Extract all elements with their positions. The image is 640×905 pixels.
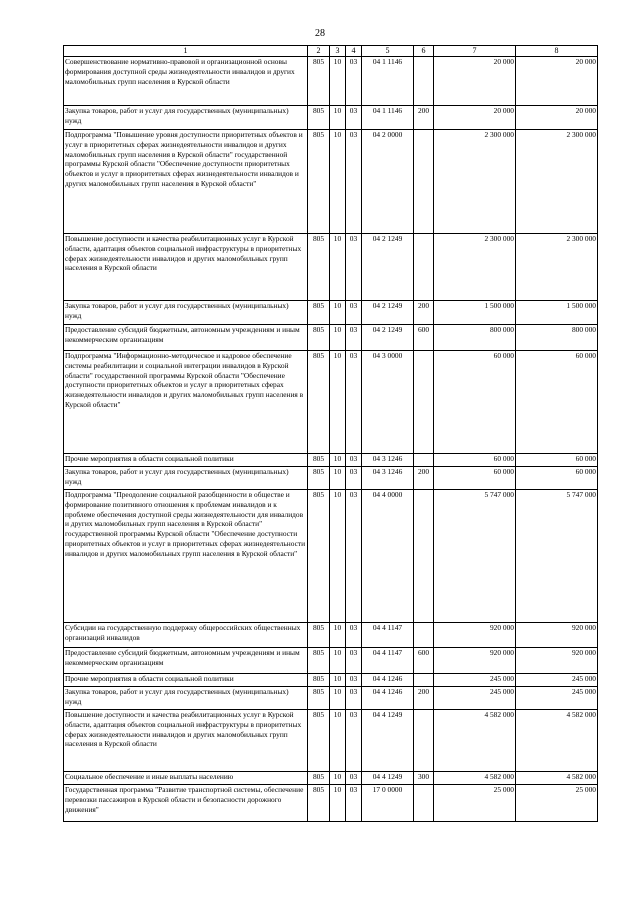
cell-amount-2: 2 300 000 (516, 234, 598, 301)
cell-amount-1: 920 000 (434, 648, 516, 674)
cell-target-article: 17 0 0000 (362, 785, 414, 822)
cell-expense-type (414, 351, 434, 454)
column-header: 2 (308, 46, 330, 57)
row-name: Подпрограмма "Информационно-методическое и кадровое обеспечение системы реабилитации и социальной интеграции инвалидов в Курской области" государственной программы Курской области "Обеспечение доступности приоритетных объектов и услуг в приоритетных сферах жизнедеятельности инвалидов и других маломобильных групп населения в Курской области" (64, 351, 308, 454)
cell-amount-1: 4 582 000 (434, 710, 516, 772)
cell-subsection: 03 (346, 234, 362, 301)
cell-amount-1: 20 000 (434, 106, 516, 130)
row-name: Подпрограмма "Преодоление социальной разобщенности в обществе и формирование позитивного отношения к проблемам инвалидов и к проблеме обеспечения доступной среды жизнедеятельности для инвалидов и других маломобильных групп населения в Курской области" государственной программы Курской области "Обеспечение доступности приоритетных объектов и услуг в приоритетных сферах жизнедеятельности инвалидов и других маломобильных групп населения в Курской области" (64, 490, 308, 623)
cell-amount-2: 4 582 000 (516, 772, 598, 785)
cell-target-article: 04 1 1146 (362, 106, 414, 130)
cell-admin-code: 805 (308, 490, 330, 623)
cell-section: 10 (330, 130, 346, 234)
cell-target-article: 04 2 1249 (362, 301, 414, 325)
cell-amount-2: 920 000 (516, 623, 598, 648)
cell-subsection: 03 (346, 674, 362, 687)
cell-section: 10 (330, 301, 346, 325)
cell-expense-type (414, 710, 434, 772)
column-header: 8 (516, 46, 598, 57)
cell-amount-2: 1 500 000 (516, 301, 598, 325)
cell-expense-type: 200 (414, 301, 434, 325)
table-row (64, 130, 598, 234)
cell-admin-code: 805 (308, 301, 330, 325)
row-name: Государственная программа "Развитие транспортной системы, обеспечение перевозки пассажиров в Курской области и безопасности дорожного движения" (64, 785, 308, 822)
row-name: Совершенствование нормативно-правовой и организационной основы формирования доступной среды жизнедеятельности инвалидов и других маломобильных групп населения в Курской области (64, 57, 308, 106)
cell-subsection: 03 (346, 454, 362, 467)
row-name: Закупка товаров, работ и услуг для государственных (муниципальных) нужд (64, 301, 308, 325)
cell-expense-type: 200 (414, 687, 434, 710)
cell-admin-code: 805 (308, 687, 330, 710)
cell-amount-2: 5 747 000 (516, 490, 598, 623)
row-name: Закупка товаров, работ и услуг для государственных (муниципальных) нужд (64, 687, 308, 710)
cell-subsection: 03 (346, 325, 362, 351)
cell-amount-1: 245 000 (434, 687, 516, 710)
cell-section: 10 (330, 467, 346, 490)
table-row (64, 710, 598, 772)
cell-target-article: 04 4 1249 (362, 710, 414, 772)
row-name: Социальное обеспечение и иные выплаты населению (64, 772, 308, 785)
cell-admin-code: 805 (308, 325, 330, 351)
cell-amount-1: 60 000 (434, 467, 516, 490)
cell-target-article: 04 3 1246 (362, 467, 414, 490)
cell-section: 10 (330, 234, 346, 301)
cell-amount-1: 60 000 (434, 351, 516, 454)
table-row (64, 57, 598, 106)
cell-amount-2: 4 582 000 (516, 710, 598, 772)
cell-section: 10 (330, 772, 346, 785)
table-row (64, 490, 598, 623)
cell-amount-2: 60 000 (516, 454, 598, 467)
cell-section: 10 (330, 106, 346, 130)
cell-section: 10 (330, 490, 346, 623)
row-name: Прочие мероприятия в области социальной политики (64, 454, 308, 467)
cell-admin-code: 805 (308, 57, 330, 106)
cell-target-article: 04 2 1249 (362, 234, 414, 301)
cell-subsection: 03 (346, 490, 362, 623)
cell-amount-1: 245 000 (434, 674, 516, 687)
cell-section: 10 (330, 648, 346, 674)
cell-amount-1: 2 300 000 (434, 234, 516, 301)
cell-expense-type (414, 674, 434, 687)
cell-expense-type (414, 785, 434, 822)
cell-section: 10 (330, 687, 346, 710)
cell-target-article: 04 4 1147 (362, 648, 414, 674)
cell-target-article: 04 2 1249 (362, 325, 414, 351)
cell-expense-type (414, 234, 434, 301)
cell-target-article: 04 3 1246 (362, 454, 414, 467)
cell-section: 10 (330, 674, 346, 687)
cell-expense-type (414, 57, 434, 106)
cell-subsection: 03 (346, 57, 362, 106)
table-row (64, 687, 598, 710)
cell-admin-code: 805 (308, 648, 330, 674)
cell-expense-type: 200 (414, 106, 434, 130)
cell-section: 10 (330, 351, 346, 454)
cell-amount-2: 20 000 (516, 106, 598, 130)
table-row (64, 674, 598, 687)
cell-subsection: 03 (346, 648, 362, 674)
cell-target-article: 04 4 1249 (362, 772, 414, 785)
cell-subsection: 03 (346, 301, 362, 325)
cell-section: 10 (330, 325, 346, 351)
row-name: Подпрограмма "Повышение уровня доступности приоритетных объектов и услуг в приоритетных сферах жизнедеятельности инвалидов и других маломобильных групп населения в Курской области" государственной программы Курской области "Обеспечение доступности приоритетных объектов и услуг в приоритетных сферах жизнедеятельности инвалидов и других маломобильных групп населения в Курской области" (64, 130, 308, 234)
cell-expense-type (414, 490, 434, 623)
row-name: Повышение доступности и качества реабилитационных услуг в Курской области, адаптация объектов социальной инфраструктуры в приоритетных сферах жизнедеятельности инвалидов и других маломобильных групп населения в Курской области (64, 710, 308, 772)
cell-expense-type: 200 (414, 467, 434, 490)
row-name: Субсидии на государственную поддержку общероссийских общественных организаций инвалидов (64, 623, 308, 648)
cell-admin-code: 805 (308, 772, 330, 785)
cell-amount-2: 245 000 (516, 687, 598, 710)
column-header: 1 (64, 46, 308, 57)
header-row (64, 46, 598, 57)
cell-expense-type (414, 454, 434, 467)
cell-amount-1: 4 582 000 (434, 772, 516, 785)
cell-admin-code: 805 (308, 234, 330, 301)
cell-admin-code: 805 (308, 785, 330, 822)
cell-subsection: 03 (346, 467, 362, 490)
cell-admin-code: 805 (308, 467, 330, 490)
cell-target-article: 04 4 0000 (362, 490, 414, 623)
cell-amount-1: 1 500 000 (434, 301, 516, 325)
cell-expense-type: 300 (414, 772, 434, 785)
cell-expense-type (414, 130, 434, 234)
cell-admin-code: 805 (308, 674, 330, 687)
column-header: 6 (414, 46, 434, 57)
cell-subsection: 03 (346, 687, 362, 710)
cell-section: 10 (330, 785, 346, 822)
cell-admin-code: 805 (308, 106, 330, 130)
cell-target-article: 04 1 1146 (362, 57, 414, 106)
cell-section: 10 (330, 710, 346, 772)
cell-target-article: 04 2 0000 (362, 130, 414, 234)
budget-table (63, 45, 598, 822)
cell-amount-2: 60 000 (516, 467, 598, 490)
cell-amount-1: 800 000 (434, 325, 516, 351)
cell-expense-type: 600 (414, 648, 434, 674)
cell-target-article: 04 4 1246 (362, 674, 414, 687)
cell-amount-2: 800 000 (516, 325, 598, 351)
row-name: Повышение доступности и качества реабилитационных услуг в Курской области, адаптация объектов социальной инфраструктуры в приоритетных сферах жизнедеятельности инвалидов и других маломобильных групп населения в Курской области (64, 234, 308, 301)
row-name: Закупка товаров, работ и услуг для государственных (муниципальных) нужд (64, 106, 308, 130)
cell-amount-2: 920 000 (516, 648, 598, 674)
row-name: Прочие мероприятия в области социальной политики (64, 674, 308, 687)
cell-section: 10 (330, 454, 346, 467)
cell-subsection: 03 (346, 130, 362, 234)
cell-subsection: 03 (346, 785, 362, 822)
table-row (64, 648, 598, 674)
cell-amount-1: 25 000 (434, 785, 516, 822)
cell-subsection: 03 (346, 623, 362, 648)
cell-target-article: 04 4 1147 (362, 623, 414, 648)
cell-amount-2: 2 300 000 (516, 130, 598, 234)
cell-admin-code: 805 (308, 454, 330, 467)
column-header: 7 (434, 46, 516, 57)
page-number: 28 (315, 28, 325, 39)
table-row (64, 106, 598, 130)
table-row (64, 351, 598, 454)
cell-amount-2: 60 000 (516, 351, 598, 454)
table-row (64, 234, 598, 301)
column-header: 4 (346, 46, 362, 57)
cell-admin-code: 805 (308, 710, 330, 772)
cell-subsection: 03 (346, 710, 362, 772)
column-header: 5 (362, 46, 414, 57)
table-row (64, 467, 598, 490)
cell-admin-code: 805 (308, 130, 330, 234)
row-name: Предоставление субсидий бюджетным, автономным учреждениям и иным некоммерческим организациям (64, 648, 308, 674)
table-row (64, 454, 598, 467)
table-row (64, 772, 598, 785)
column-header: 3 (330, 46, 346, 57)
cell-amount-1: 2 300 000 (434, 130, 516, 234)
row-name: Закупка товаров, работ и услуг для государственных (муниципальных) нужд (64, 467, 308, 490)
cell-amount-1: 60 000 (434, 454, 516, 467)
cell-subsection: 03 (346, 351, 362, 454)
cell-admin-code: 805 (308, 351, 330, 454)
table-row (64, 785, 598, 822)
cell-amount-1: 5 747 000 (434, 490, 516, 623)
cell-amount-2: 25 000 (516, 785, 598, 822)
table-row (64, 325, 598, 351)
cell-target-article: 04 4 1246 (362, 687, 414, 710)
cell-expense-type: 600 (414, 325, 434, 351)
cell-target-article: 04 3 0000 (362, 351, 414, 454)
table-row (64, 623, 598, 648)
table-row (64, 301, 598, 325)
cell-section: 10 (330, 623, 346, 648)
cell-admin-code: 805 (308, 623, 330, 648)
cell-amount-2: 245 000 (516, 674, 598, 687)
cell-subsection: 03 (346, 106, 362, 130)
cell-amount-1: 920 000 (434, 623, 516, 648)
cell-subsection: 03 (346, 772, 362, 785)
row-name: Предоставление субсидий бюджетным, автономным учреждениям и иным некоммерческим организациям (64, 325, 308, 351)
cell-expense-type (414, 623, 434, 648)
cell-amount-1: 20 000 (434, 57, 516, 106)
cell-section: 10 (330, 57, 346, 106)
cell-amount-2: 20 000 (516, 57, 598, 106)
